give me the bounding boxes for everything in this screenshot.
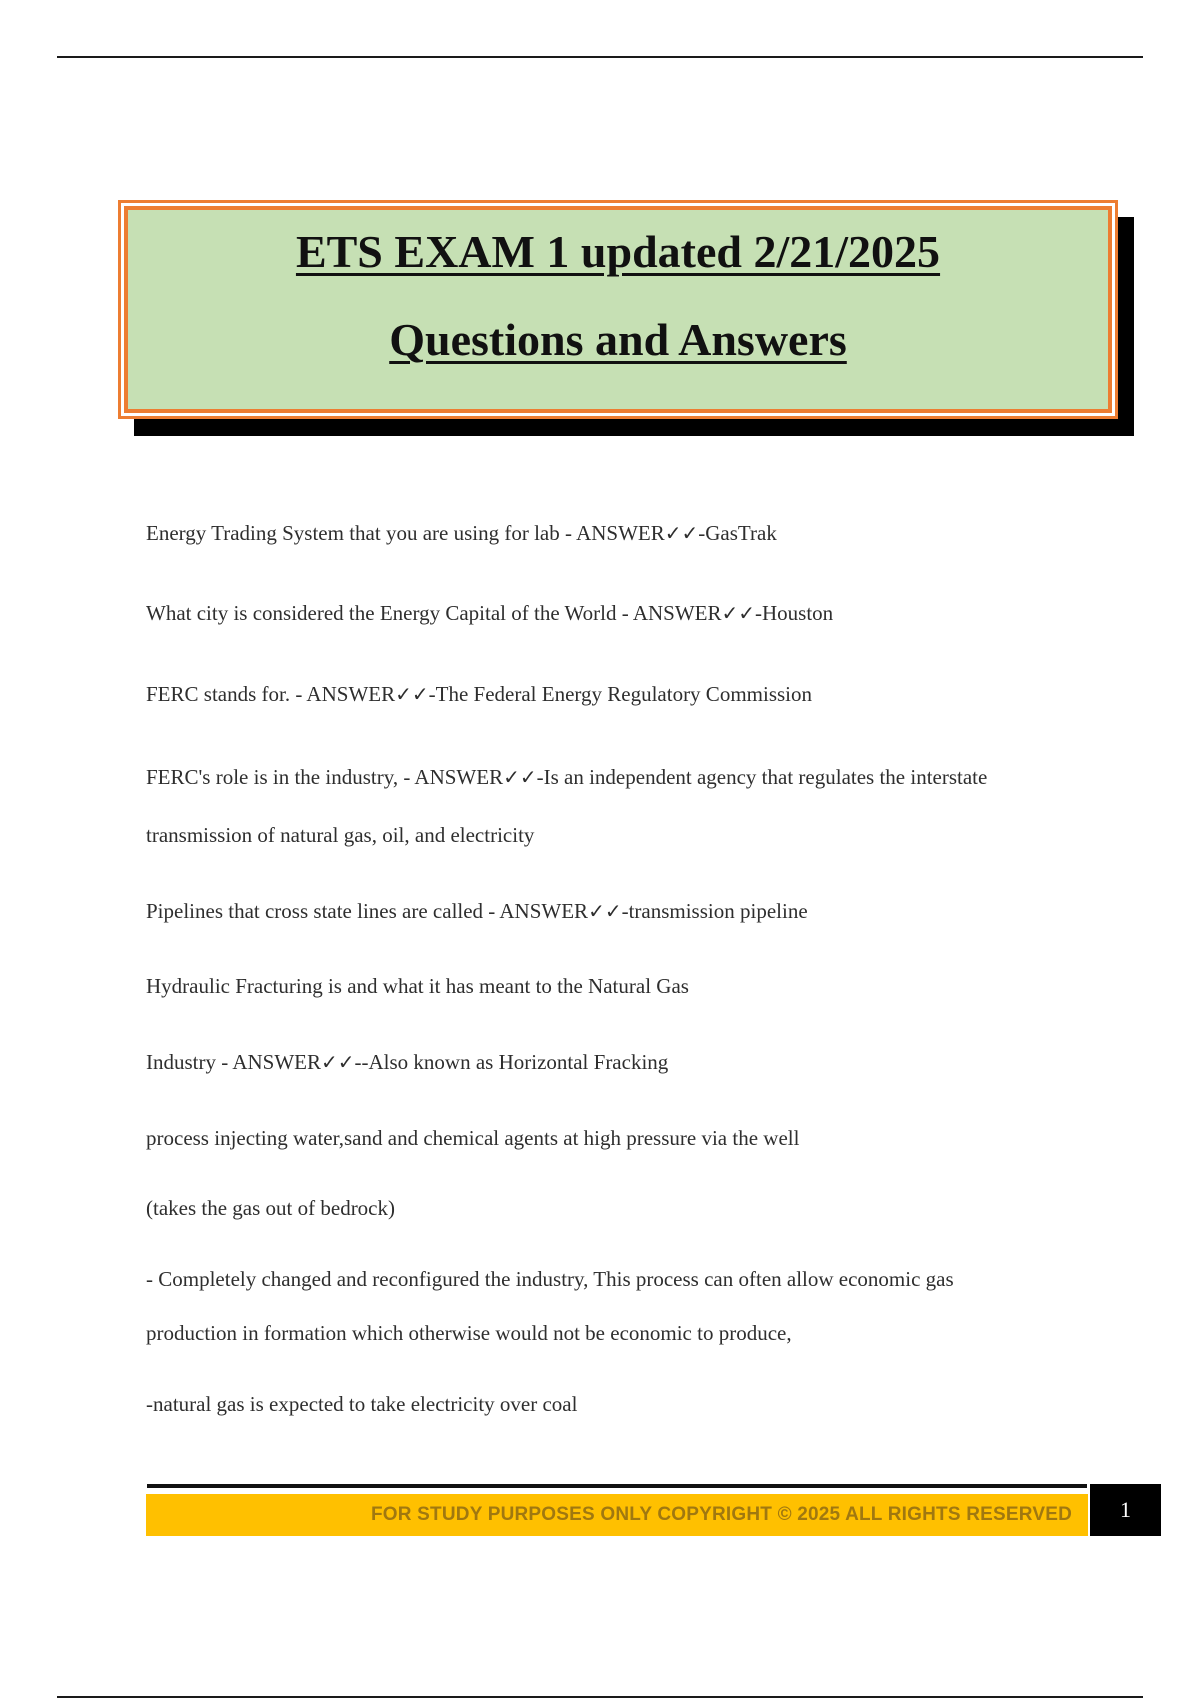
qa-item-2 (146, 601, 833, 625)
question-text: Energy Trading System that you are using for lab - ANSWER (146, 521, 665, 545)
question-text: FERC's role is in the industry, - ANSWER (146, 765, 504, 789)
answer-line-process: process injecting water,sand and chemical agents at high pressure via the well (146, 1126, 800, 1150)
qa-item-6 (146, 1050, 668, 1074)
answer-line-coal: -natural gas is expected to take electricity over coal (146, 1392, 578, 1416)
check-icon: ✓✓ (503, 765, 537, 789)
answer-text: -The Federal Energy Regulatory Commission (428, 682, 812, 706)
qa-item-3 (146, 682, 812, 706)
page-number: 1 (1090, 1484, 1161, 1536)
bottom-rule (57, 1696, 1143, 1698)
answer-line-changed: - Completely changed and reconfigured the industry, This process can often allow economic gas (146, 1267, 954, 1291)
question-text: FERC stands for. - ANSWER (146, 682, 396, 706)
qa-item-5 (146, 899, 808, 923)
footer-rule (147, 1484, 1087, 1488)
answer-text: -GasTrak (698, 521, 777, 545)
answer-text: -transmission pipeline (621, 899, 808, 923)
top-rule (57, 56, 1143, 58)
question-text: What city is considered the Energy Capital of the World - ANSWER (146, 601, 722, 625)
answer-text: --Also known as Horizontal Fracking (354, 1050, 669, 1074)
qa-item-4 (146, 765, 987, 789)
copyright-notice: FOR STUDY PURPOSES ONLY COPYRIGHT © 2025 ALL RIGHTS RESERVED (370, 1504, 1072, 1525)
title-line-2: Questions and Answers (389, 314, 847, 365)
answer-line-bedrock: (takes the gas out of bedrock) (146, 1196, 395, 1220)
qa-item-1 (146, 521, 777, 545)
check-icon: ✓✓ (395, 682, 429, 706)
check-icon: ✓✓ (588, 899, 622, 923)
answer-text: -Is an independent agency that regulates the interstate (536, 765, 988, 789)
qa-item-4-continuation: transmission of natural gas, oil, and electricity (146, 823, 535, 847)
title-line-1: ETS EXAM 1 updated 2/21/2025 (295, 226, 941, 277)
title-box (118, 200, 1118, 419)
check-icon: ✓✓ (721, 601, 756, 625)
qa-item-6-question: Hydraulic Fracturing is and what it has meant to the Natural Gas (146, 974, 689, 998)
check-icon: ✓✓ (321, 1050, 355, 1074)
footer-bar (146, 1494, 1088, 1536)
check-icon: ✓✓ (664, 521, 699, 545)
question-text: Industry - ANSWER (146, 1050, 321, 1074)
answer-line-production: production in formation which otherwise would not be economic to produce, (146, 1321, 792, 1345)
answer-text: -Houston (755, 601, 834, 625)
question-text: Pipelines that cross state lines are called - ANSWER (146, 899, 589, 923)
